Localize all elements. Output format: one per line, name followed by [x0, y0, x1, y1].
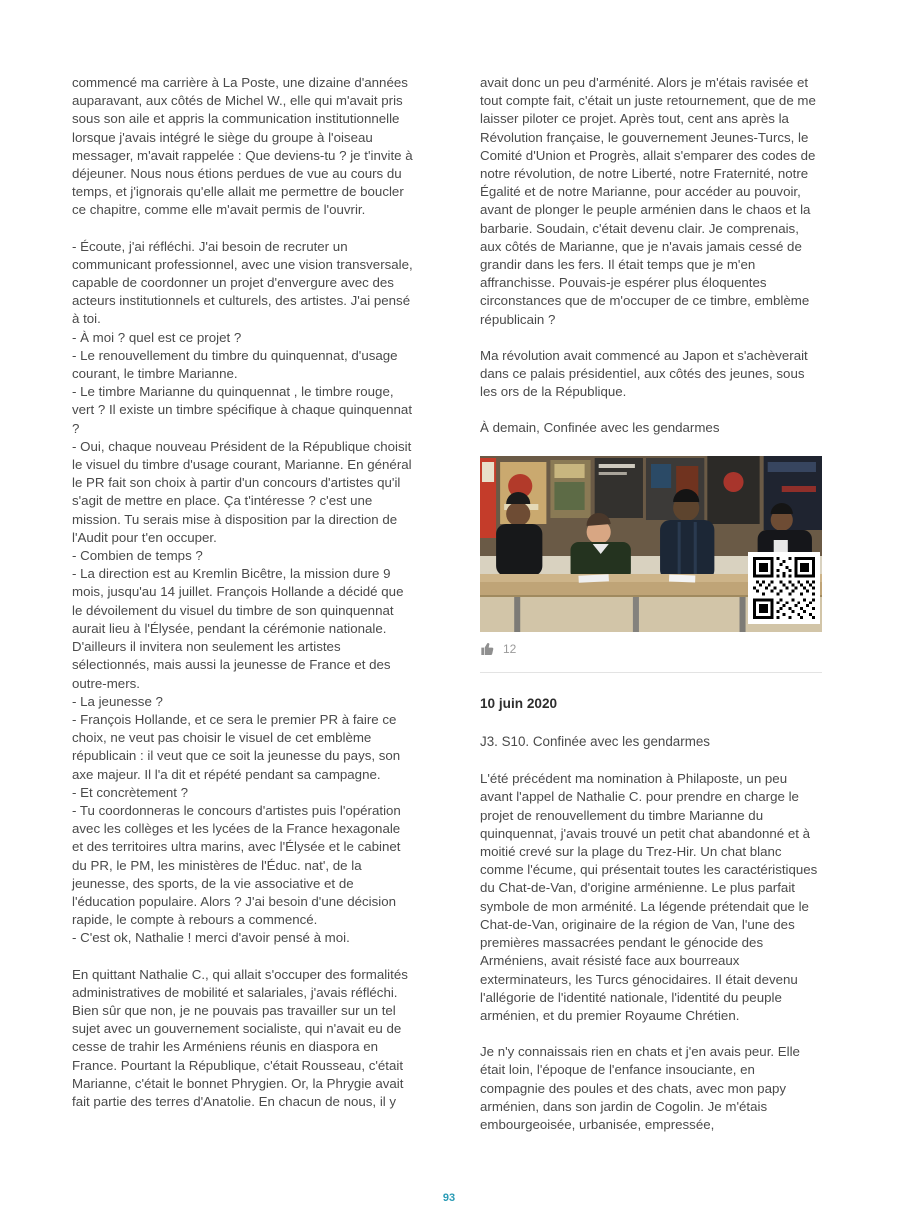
classroom-photo: [480, 456, 822, 632]
dialogue-line: - Combien de temps ?: [72, 548, 203, 564]
dialogue-line: - À moi ? quel est ce projet ?: [72, 329, 242, 345]
dialogue-line: - Et concrètement ?: [72, 784, 189, 800]
post-title: J3. S10. Confinée avec les gendarmes: [480, 734, 711, 750]
paragraph: commencé ma carrière à La Poste, une dizaine d'années auparavant, aux côtés de Michel W., elle qui m'avait pris sous son aile et appris la communication institutionnelle lorsque j'avais intégré le siège du groupe à l'oiseau messager, m'avait rappelée : Que deviens-tu ? je t'invite à déjeuner. Nous nous étions perdues de vue au cours du temps, et j'ignorais qu'elle allait me permettre de boucler ce chapitre, comme elle m'avait permis de l'ouvrir.: [72, 75, 413, 218]
thumbs-up-icon[interactable]: [480, 641, 496, 657]
post-date: 10 juin 2020: [480, 695, 558, 711]
dialogue-line: - Écoute, j'ai réfléchi. J'ai besoin de recruter un communicant professionnel, avec une vision transversale, capable de coordonner un projet d'envergure avec des acteurs institutionnels et culturels, des artistes. J'ai pensé à toi.: [72, 238, 413, 327]
paragraph: avait donc un peu d'arménité. Alors je m'étais ravisée et tout compte fait, c'était un juste retournement, que de me laisser piloter ce projet. Après tout, cent ans après la Révolution française, le gouvernement Jeunes-Turcs, le Comité d'Union et Progrès, allait s'emparer des codes de notre révolution, de notre Liberté, notre Fraternité, notre Égalité et de notre Marianne, pour accéder au pouvoir, avant de plonger le peuple arménien dans le chaos et la barbarie. Soudain, c'était devenu clair. Je comprenais, aux côtés de Marianne, que je n'avais jamais cessé de grandir dans les fers. Il était temps que je m'en affranchisse. Pouvais-je espérer plus éloquentes circonstances que de m'occuper de ce timbre, emblème républicain ?: [480, 75, 816, 327]
paragraph: Je n'y connaissais rien en chats et j'en avais peur. Elle était loin, l'époque de l'enfance insouciante, en compagnie des poules et des chats, avec mon papy arménien, dans son jardin de Cogolin. Je m'étais embourgeoisée, urbanisée, empressée,: [480, 1044, 800, 1132]
dialogue-line: - Le timbre Marianne du quinquennat , le timbre rouge, vert ? Il existe un timbre spécifique à chaque quinquennat ?: [72, 384, 413, 436]
paragraph: Ma révolution avait commencé au Japon et s'achèverait dans ce palais présidentiel, aux côtés des jeunes, sous les ors de la République.: [480, 347, 808, 400]
likes-count: 12: [503, 641, 517, 656]
dialogue-line: - Le renouvellement du timbre du quinquennat, d'usage courant, le timbre Marianne.: [72, 347, 398, 382]
page-number: 93: [442, 1192, 456, 1204]
dialogue-line: - François Hollande, et ce sera le premier PR à faire ce choix, ne veut pas choisir le visuel de cet emblème républicain : il veut que ce soit la jeunesse du pays, son axe majeur. Il l'a dit et répété pendant sa campagne.: [72, 711, 401, 782]
dialogue-line: - Tu coordonneras le concours d'artistes puis l'opération avec les collèges et les lycées de la France hexagonale et des territoires ultra marins, avec l'Élysée et le cabinet du PR, le PM, les ministères de l'Éduc. nat', de la jeunesse, des sports, de la vie associative et de l'éducation populaire. Alors ? J'ai besoin d'une décision rapide, le compte à rebours a commencé.: [72, 802, 401, 928]
qr-code: [748, 552, 820, 624]
right-column: [480, 74, 822, 1134]
post-separator: [480, 672, 822, 673]
dialogue-line: - Oui, chaque nouveau Président de la République choisit le visuel du timbre d'usage courant, Marianne. En général le PR fait son choix à partir d'un concours d'artistes qu'il s'agit de mettre en place. Ça t'intéresse ? c'est une mission. Tu serais mise à disposition par la direction de l'Audit pour t'en occuper.: [72, 438, 412, 545]
qr-code-graphic: [753, 557, 815, 619]
paragraph: À demain, Confinée avec les gendarmes: [480, 420, 720, 436]
left-column: [72, 74, 414, 1134]
paragraph: L'été précédent ma nomination à Philaposte, un peu avant l'appel de Nathalie C. pour prendre en charge le projet de renouvellement du timbre Marianne du quinquennat, j'avais trouvé un petit chat abandonné et à moitié crevé sur la plage du Trez-Hir. Un chat blanc comme l'écume, qui présentait toutes les caractéristiques du Chat-de-Van, d'origine arménienne. Le plus parfait symbole de mon arménité. La légende prétendait que le Chat-de-Van, originaire de la région de Van, l'une des premières massacrées pendant le génocide des Arméniens, avait résisté face aux bourreaux exterminateurs, les Turcs génocidaires. Il était devenu l'allégorie de l'identité nationale, l'identité du peuple arménien, et du premier Royaume Chrétien.: [480, 771, 818, 1023]
dialogue-line: - La direction est au Kremlin Bicêtre, la mission dure 9 mois, jusqu'au 14 juillet. François Hollande a décidé que le dévoilement du visuel du timbre de son quinquennat aurait lieu à l'Élysée, pendant la cérémonie nationale. D'ailleurs il invitera non seulement les artistes sélectionnés, mais aussi la jeunesse de France et des outre-mers.: [72, 566, 404, 691]
likes-row[interactable]: [480, 640, 822, 658]
paragraph: En quittant Nathalie C., qui allait s'occuper des formalités administratives de mobilité et salariales, j'avais réfléchi. Bien sûr que non, je ne pouvais pas travailler sur un tel sujet avec un gouvernement socialiste, qui n'avait eu de cesse de trahir les Arméniens réunis en diaspora en France. Pourtant la République, c'était Rousseau, c'était Marianne, c'était le bonnet Phrygien. Or, la Phrygie avait fait partie des terres d'Anatolie. En chacun de nous, il y: [72, 966, 408, 1109]
dialogue-line: - La jeunesse ?: [72, 693, 163, 709]
dialogue-line: - C'est ok, Nathalie ! merci d'avoir pensé à moi.: [72, 930, 350, 946]
